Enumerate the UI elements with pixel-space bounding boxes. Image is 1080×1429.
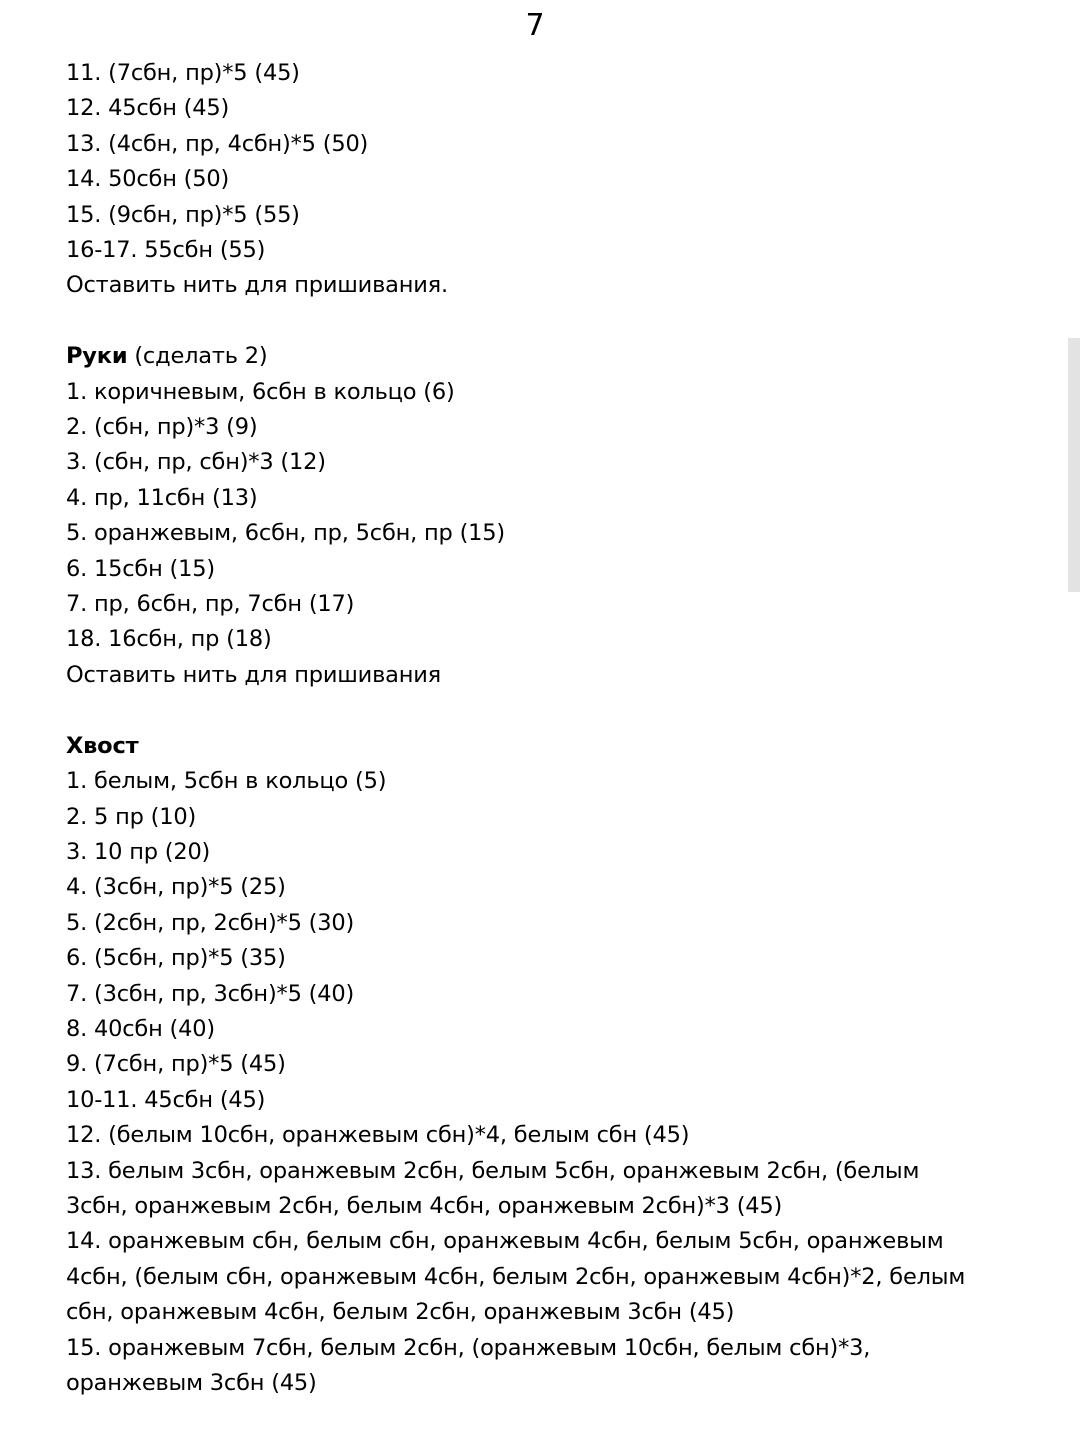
section-spacer — [66, 304, 1026, 339]
pattern-row: 1. коричневым, 6сбн в кольцо (6) — [66, 378, 455, 405]
pattern-row: 10-11. 45сбн (45) — [66, 1086, 266, 1113]
pattern-row: 2. (сбн, пр)*3 (9) — [66, 414, 258, 441]
pattern-row-13-line-1: 13. белым 3сбн, оранжевым 2сбн, белым 5сбн, оранжевым 2сбн, (белым — [66, 1157, 920, 1184]
pattern-row-14-line-3: сбн, оранжевым 4сбн, белым 2сбн, оранжевым 3сбн (45) — [66, 1299, 735, 1326]
pattern-row: 18. 16сбн, пр (18) — [66, 626, 272, 653]
section-note: (сделать 2) — [127, 343, 268, 370]
pattern-row: 9. (7сбн, пр)*5 (45) — [66, 1051, 286, 1078]
pattern-row: 15. (9сбн, пр)*5 (55) — [66, 201, 300, 228]
pattern-row-14-line-1: 14. оранжевым сбн, белым сбн, оранжевым 4сбн, белым 5сбн, оранжевым — [66, 1228, 944, 1255]
instruction-note: Оставить нить для пришивания. — [66, 272, 448, 299]
pattern-row: 7. пр, 6сбн, пр, 7сбн (17) — [66, 591, 355, 618]
pattern-row: 3. 10 пр (20) — [66, 838, 211, 865]
page-number: 7 — [525, 8, 545, 43]
section-spacer — [66, 693, 1026, 728]
pattern-row: 6. (5сбн, пр)*5 (35) — [66, 945, 286, 972]
pattern-row: 7. (3сбн, пр, 3сбн)*5 (40) — [66, 980, 355, 1007]
section-heading-tail: Хвост — [66, 732, 139, 759]
pattern-row: 12. 45сбн (45) — [66, 95, 230, 122]
pattern-row: 5. оранжевым, 6сбн, пр, 5сбн, пр (15) — [66, 520, 505, 547]
pattern-row: 14. 50сбн (50) — [66, 166, 230, 193]
pattern-row: 11. (7сбн, пр)*5 (45) — [66, 60, 300, 86]
pattern-row: 16-17. 55сбн (55) — [66, 237, 266, 264]
pattern-row: 4. пр, 11сбн (13) — [66, 484, 258, 511]
section-heading-arms — [66, 339, 1026, 374]
pattern-row: 8. 40сбн (40) — [66, 1015, 215, 1042]
pattern-row: 12. (белым 10сбн, оранжевым сбн)*4, белым сбн (45) — [66, 1122, 690, 1149]
document-body — [66, 56, 1026, 1401]
instruction-note: Оставить нить для пришивания — [66, 661, 441, 688]
scrollbar-thumb[interactable] — [1068, 338, 1080, 592]
pattern-row: 1. белым, 5сбн в кольцо (5) — [66, 768, 387, 795]
pattern-row: 6. 15сбн (15) — [66, 555, 215, 582]
section-title: Руки — [66, 343, 128, 370]
pattern-row-15-line-1: 15. оранжевым 7сбн, белым 2сбн, (оранжевым 10сбн, белым сбн)*3, — [66, 1334, 871, 1361]
pattern-row-14-line-2: 4сбн, (белым сбн, оранжевым 4сбн, белым 2сбн, оранжевым 4сбн)*2, белым — [66, 1263, 966, 1290]
pattern-row-13-line-2: 3сбн, оранжевым 2сбн, белым 4сбн, оранжевым 2сбн)*3 (45) — [66, 1192, 783, 1219]
pattern-row: 3. (сбн, пр, сбн)*3 (12) — [66, 449, 326, 476]
pattern-row: 4. (3сбн, пр)*5 (25) — [66, 874, 286, 901]
pattern-row: 5. (2сбн, пр, 2сбн)*5 (30) — [66, 909, 355, 936]
pattern-row: 2. 5 пр (10) — [66, 803, 197, 830]
pattern-row: 13. (4сбн, пр, 4сбн)*5 (50) — [66, 130, 369, 157]
pattern-row-15-line-2: оранжевым 3сбн (45) — [66, 1370, 317, 1396]
